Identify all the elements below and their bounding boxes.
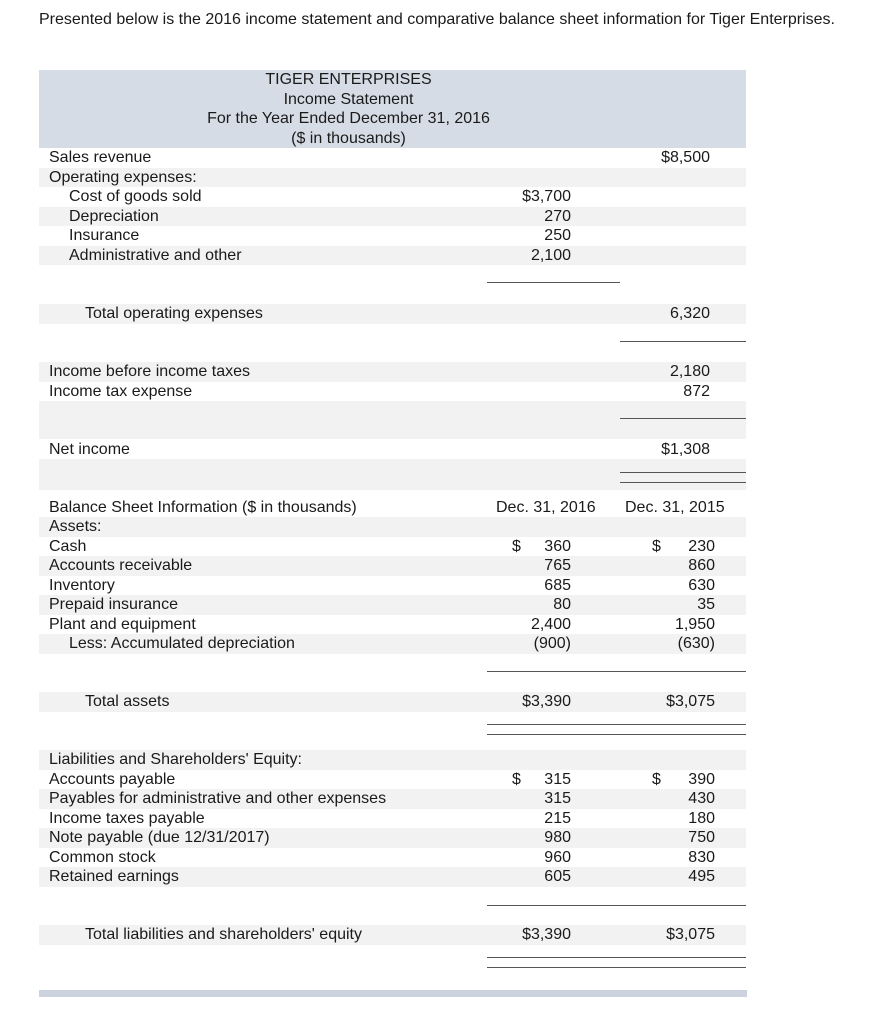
table-row [39,925,746,945]
row-label: Operating expenses: [49,168,197,186]
row-value: 605 [544,868,571,885]
statement-units: ($ in thousands) [291,129,406,147]
table-row [39,440,746,460]
row-value: 430 [688,790,715,807]
table-row [39,362,746,382]
row-label: Payables for administrative and other expenses [49,790,387,807]
table-row [39,828,746,848]
table-row [39,692,746,712]
row-value: $3,390 [522,693,571,710]
row-value: 2,180 [669,363,710,380]
column-header: Dec. 31, 2015 [625,498,725,516]
table-row [39,576,746,596]
table-row [39,148,746,168]
table-row [39,770,746,790]
table-footer-bar [39,990,747,997]
row-value: 315 [544,790,571,807]
row-value: 180 [688,809,715,827]
table-row [39,304,746,324]
row-label: Accounts payable [49,770,176,788]
section-title: Balance Sheet Information ($ in thousands) [49,498,357,516]
section-label: Liabilities and Shareholders' Equity: [49,751,302,768]
table-row [39,750,746,770]
dollar-sign: $ [512,770,521,788]
table-row [39,517,746,537]
row-value: 685 [544,576,571,594]
row-value: 750 [688,829,715,846]
row-value: 6,320 [669,305,710,322]
row-label: Prepaid insurance [49,596,178,613]
row-value: 80 [553,596,571,613]
row-label: Plant and equipment [49,615,196,633]
table-row [39,809,746,829]
row-label: Total liabilities and shareholders' equity [85,926,362,943]
row-label: Total assets [85,693,170,710]
table-row [39,789,746,809]
table-row [39,226,746,246]
double-underline [620,482,746,483]
row-label: Accounts receivable [49,557,193,574]
dollar-sign: $ [652,770,661,788]
row-value: 980 [544,829,571,846]
row-label: Depreciation [69,207,159,225]
row-value: $3,700 [522,188,571,205]
row-label: Common stock [49,848,156,866]
company-name: TIGER ENTERPRISES [265,71,432,88]
row-value: (900) [533,635,571,652]
row-value: 630 [688,576,715,594]
row-label: Total operating expenses [85,305,263,322]
section-label: Assets: [49,518,102,535]
row-value: 315 [544,770,571,788]
row-label: Administrative and other [69,246,242,264]
table-row [39,556,746,576]
row-label: Income tax expense [49,382,193,400]
row-value: $8,500 [661,149,710,166]
row-label: Net income [49,440,130,458]
row-label: Retained earnings [49,868,179,885]
row-value: $3,390 [522,926,571,943]
row-value: 250 [544,227,571,244]
intro-text: Presented below is the 2016 income statement and comparative balance sheet information for Tiger Enterprises. [39,11,835,28]
row-value: 390 [688,770,715,788]
row-value: 765 [544,557,571,574]
dollar-sign: $ [652,537,661,555]
table-row [39,848,746,868]
double-underline [620,472,746,473]
table-row [39,615,746,635]
underline [487,905,746,906]
table-row [39,246,746,266]
table-row [39,537,746,557]
table-row [39,168,746,188]
row-label: Income taxes payable [49,809,205,827]
double-underline [487,734,746,735]
statement-header [39,70,746,148]
table-row [39,595,746,615]
row-value: 230 [688,537,715,555]
row-value: 2,100 [530,246,571,264]
underline [620,418,746,419]
row-label: Note payable (due 12/31/2017) [49,829,270,846]
underline [620,671,746,672]
row-value: 35 [697,596,715,613]
underline [487,671,620,672]
row-value: 872 [683,382,710,400]
underline [620,341,746,342]
statement-period: For the Year Ended December 31, 2016 [207,110,490,127]
row-value: 830 [688,848,715,866]
row-label: Cash [49,537,87,555]
row-label: Less: Accumulated depreciation [69,635,295,652]
row-label: Income before income taxes [49,363,250,380]
double-underline [487,724,746,725]
spacer-row [39,459,746,490]
row-value: $1,308 [661,440,710,458]
row-value: $3,075 [666,693,715,710]
row-value: 2,400 [530,615,571,633]
row-label: Insurance [69,227,140,244]
row-value: 360 [544,537,571,555]
underline [487,282,620,283]
row-value: 495 [688,868,715,885]
table-row [39,498,746,518]
column-header: Dec. 31, 2016 [496,498,596,516]
dollar-sign: $ [512,537,521,555]
table-row [39,867,746,887]
row-value: 1,950 [674,615,715,633]
double-underline [487,957,746,958]
row-label: Sales revenue [49,149,152,166]
table-row [39,207,746,227]
row-value: 270 [544,207,571,225]
row-label: Inventory [49,576,115,594]
spacer-row [39,401,746,439]
row-label: Cost of goods sold [69,188,202,205]
row-value: (630) [677,635,715,652]
table-row [39,187,746,207]
row-value: 860 [688,557,715,574]
statement-name: Income Statement [283,90,414,108]
double-underline [487,967,746,968]
table-row [39,634,746,654]
row-value: $3,075 [666,926,715,943]
table-row [39,382,746,402]
row-value: 215 [544,809,571,827]
row-value: 960 [544,848,571,866]
